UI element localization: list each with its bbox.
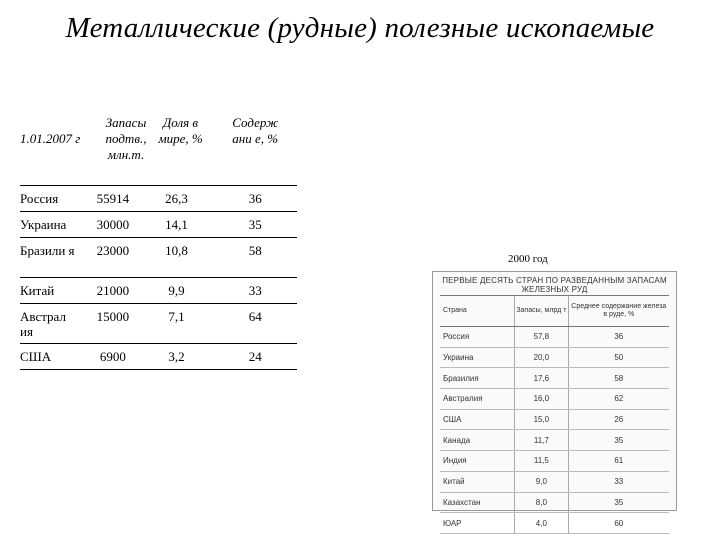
- table-row: [20, 212, 297, 238]
- table-row: [440, 451, 669, 472]
- cell-share: 9,9: [168, 283, 185, 298]
- table-row: [440, 471, 669, 492]
- table-row: [440, 327, 669, 348]
- cell-country: ЮАР: [440, 513, 515, 534]
- table-row: [440, 389, 669, 410]
- table-row: [20, 186, 297, 212]
- reserves-table-2007: [20, 105, 297, 370]
- cell-country: Канада: [440, 430, 515, 451]
- cell-reserves: 15000: [96, 309, 130, 324]
- cell-reserves: 20,0: [515, 347, 569, 368]
- cell-reserves: 57,8: [515, 327, 569, 348]
- cell-share: 14,1: [165, 217, 188, 232]
- cell-reserves: 30000: [96, 217, 130, 232]
- cell-country: Казахстан: [440, 492, 515, 513]
- scan-header-row: [440, 296, 669, 327]
- cell-country: Украина: [440, 347, 515, 368]
- cell-content: 50: [568, 347, 669, 368]
- table-row: [440, 430, 669, 451]
- cell-content: 36: [248, 191, 262, 206]
- cell-content: 24: [248, 349, 262, 364]
- cell-reserves: 55914: [96, 191, 130, 206]
- cell-country: Россия: [440, 327, 515, 348]
- table-row: [440, 347, 669, 368]
- cell-reserves: 4,0: [515, 513, 569, 534]
- cell-share: 10,8: [165, 243, 188, 258]
- cell-country: Россия: [20, 191, 59, 206]
- cell-share: 3,2: [168, 349, 185, 364]
- cell-country: США: [20, 349, 52, 364]
- header-reserves: Запасы подтв., млн.т.: [105, 115, 147, 162]
- cell-share: 26,3: [165, 191, 188, 206]
- cell-reserves: 23000: [96, 243, 130, 258]
- table-row: [20, 344, 297, 370]
- col-country: Страна: [440, 296, 515, 327]
- cell-country: Бразили я: [20, 243, 75, 258]
- scanned-table-image: [432, 271, 677, 528]
- cell-content: 64: [248, 309, 262, 324]
- cell-country: Австралия: [440, 389, 515, 410]
- cell-content: 58: [248, 243, 262, 258]
- cell-content: 58: [568, 368, 669, 389]
- table-header-row: [20, 105, 297, 186]
- col-reserves: Запасы, млрд т: [515, 296, 569, 327]
- cell-content: 33: [568, 471, 669, 492]
- cell-reserves: 9,0: [515, 471, 569, 492]
- reserves-table-2000: [440, 295, 669, 534]
- year-caption: 2000 год: [508, 253, 548, 265]
- header-date: 1.01.2007 г: [20, 131, 81, 146]
- table-row: [20, 238, 297, 278]
- page-title: Металлические (рудные) полезные ископаемые: [65, 12, 655, 44]
- cell-reserves: 8,0: [515, 492, 569, 513]
- table-row: [20, 278, 297, 304]
- table-row: [440, 409, 669, 430]
- table-row: [440, 513, 669, 534]
- cell-content: 26: [568, 409, 669, 430]
- header-share: Доля в мире, %: [158, 115, 203, 146]
- cell-share: 7,1: [168, 309, 185, 324]
- cell-content: 35: [568, 492, 669, 513]
- cell-reserves: 11,5: [515, 451, 569, 472]
- cell-country: Бразилия: [440, 368, 515, 389]
- cell-reserves: 16,0: [515, 389, 569, 410]
- cell-content: 62: [568, 389, 669, 410]
- table-row: [440, 368, 669, 389]
- table-row: [20, 304, 297, 344]
- cell-content: 35: [248, 217, 262, 232]
- cell-country: Украина: [20, 217, 67, 232]
- cell-reserves: 11,7: [515, 430, 569, 451]
- col-content: Среднее содержание железа в руде, %: [568, 296, 669, 327]
- cell-reserves: 21000: [96, 283, 130, 298]
- cell-content: 36: [568, 327, 669, 348]
- cell-country: Индия: [440, 451, 515, 472]
- cell-content: 60: [568, 513, 669, 534]
- cell-content: 33: [248, 283, 262, 298]
- header-content: Содерж ани е, %: [232, 115, 279, 146]
- cell-country: США: [440, 409, 515, 430]
- table-row: [440, 492, 669, 513]
- cell-reserves: 6900: [99, 349, 126, 364]
- cell-reserves: 15,0: [515, 409, 569, 430]
- scanned-table-heading: ПЕРВЫЕ ДЕСЯТЬ СТРАН ПО РАЗВЕДАННЫМ ЗАПАСАМ ЖЕЛЕЗНЫХ РУД: [442, 276, 667, 294]
- cell-reserves: 17,6: [515, 368, 569, 389]
- cell-country: Австрал ия: [20, 309, 66, 339]
- cell-country: Китай: [20, 283, 55, 298]
- cell-content: 61: [568, 451, 669, 472]
- cell-country: Китай: [440, 471, 515, 492]
- cell-content: 35: [568, 430, 669, 451]
- header-date-reserves: [20, 105, 147, 186]
